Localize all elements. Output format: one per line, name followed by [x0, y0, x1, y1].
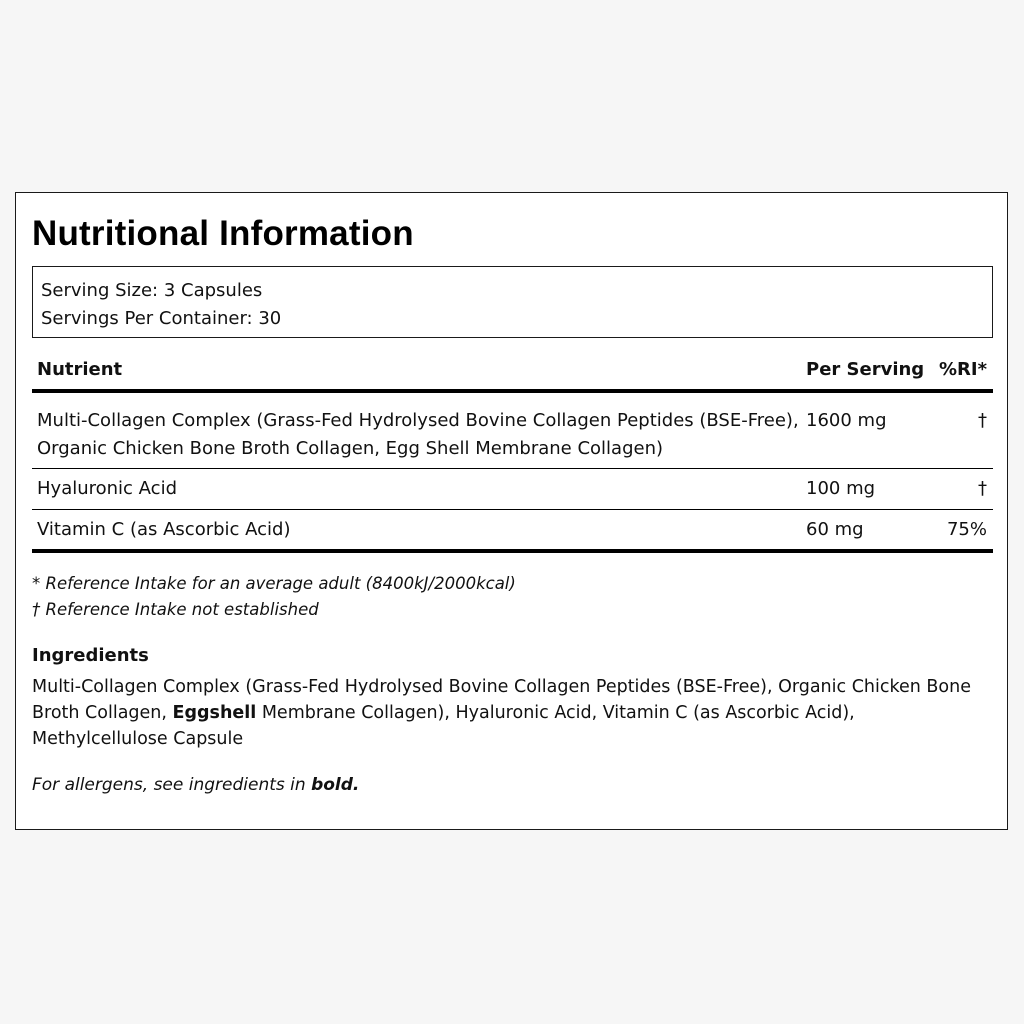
header-per-serving: Per Serving: [806, 359, 925, 380]
footnote-not-established: † Reference Intake not established: [32, 600, 319, 619]
nutrient-ri: †: [978, 478, 987, 499]
ingredients-title: Ingredients: [32, 645, 149, 666]
footnotes: [32, 571, 993, 623]
nutrient-name: Multi-Collagen Complex (Grass-Fed Hydrolysed Bovine Collagen Peptides (BSE-Free), Organic Chicken Bone Broth Collagen, Egg Shell Membrane Collagen): [37, 410, 799, 459]
nutrient-ri: 75%: [946, 519, 987, 540]
nutrient-table: [32, 353, 993, 553]
nutrient-amount: 100 mg: [806, 478, 876, 499]
allergen-note-bold: bold.: [311, 775, 360, 795]
table-row: [32, 469, 993, 510]
allergen-ingredient: Eggshell: [172, 703, 257, 723]
nutrient-amount: 1600 mg: [806, 410, 887, 431]
header-ri: %RI*: [938, 359, 987, 380]
nutrient-name: Hyaluronic Acid: [37, 478, 177, 499]
ingredients-part-2: Membrane Collagen), Hyaluronic Acid, Vitamin C (as Ascorbic Acid), Methylcellulose Capsule: [32, 703, 855, 749]
footnote-reference-intake: * Reference Intake for an average adult (8400kJ/2000kcal): [32, 574, 516, 593]
nutrient-name: Vitamin C (as Ascorbic Acid): [37, 519, 291, 540]
ingredients-text: [32, 674, 987, 752]
nutrient-amount: 60 mg: [806, 519, 864, 540]
serving-info-box: [32, 266, 993, 338]
nutrient-ri: †: [978, 410, 987, 431]
ingredients-part-1: Multi-Collagen Complex (Grass-Fed Hydrolysed Bovine Collagen Peptides (BSE-Free), Organic Chicken Bone Broth Collagen,: [32, 677, 971, 723]
nutrition-panel: [15, 192, 1008, 830]
table-row: [32, 510, 993, 553]
header-nutrient: Nutrient: [37, 359, 123, 380]
allergen-note-text: For allergens, see ingredients in: [32, 775, 312, 795]
allergen-note: [32, 772, 359, 798]
servings-per-container: Servings Per Container: 30: [41, 308, 282, 329]
table-row: [32, 393, 993, 469]
table-header-row: [32, 353, 993, 393]
serving-size: Serving Size: 3 Capsules: [41, 280, 263, 301]
page-title: Nutritional Information: [32, 214, 414, 253]
